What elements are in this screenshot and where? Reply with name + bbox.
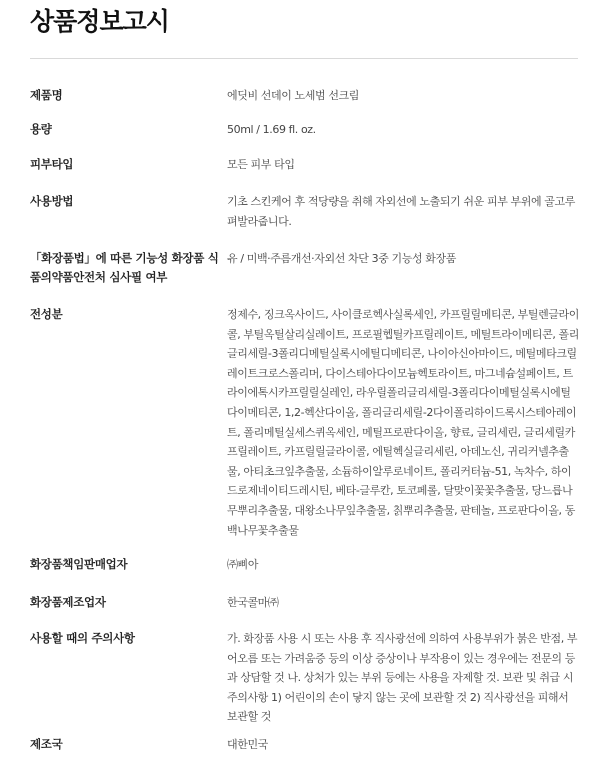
- row-label: 사용할 때의 주의사항: [30, 631, 135, 645]
- row-value: 에딧비 선데이 노세범 선크림: [227, 89, 360, 102]
- row-label: 용량: [30, 122, 52, 136]
- row-label: 제조국: [30, 737, 63, 751]
- row-label: 「화장품법」에 따른 기능성 화장품 식품의약품안전처 심사필 여부: [30, 251, 219, 284]
- row-label: 화장품제조업자: [30, 595, 106, 609]
- row-value: 유 / 미백·주름개선·자외선 차단 3중 기능성 화장품: [227, 252, 456, 265]
- row-value: 정제수, 징크옥사이드, 사이클로헥사실록세인, 카프릴릴메티콘, 부틸렌글라이콜, 부틸옥틸살리실레이트, 프로필헵틸카프릴레이트, 메틸트라이메티콘, 폴리글리세릴-3폴리디메틸실록시에틸디메티콘, 나이아신아마이드, 메틸메타크릴레이트크로스폴리머, 다이스테아다이모늄헥토라이트, 마그네슘설페이트, 트라이에톡시카프릴릴실레인, 라우릴폴리글리세릴-3폴리다이메틸실록시에틸다이메티콘, 1,2-헥산다이올, 폴리글리세릴-2다이폴리하이드록시스테아레이트, 폴리메틸실세스퀴옥세인, 메틸프로판다이올, 향료, 글리세린, 글리세릴카프릴레이트, 카프릴릴글라이콜, 에틸헥실글리세린, 아데노신, 귀리커넬추출물, 아티초크잎추출물, 소듐하이알루로네이트, 폴리커터늄-51, 녹차수, 하이드로제네이티드레시틴, 베타-글루칸, 토코페롤, 달맞이꽃꽃추출물, 당느릅나무뿌리추출물, 대왕소나무잎추출물, 칡뿌리추출물, 판테놀, 프로판다이올, 동백나무꽃추출물: [227, 308, 580, 537]
- row-label: 사용방법: [30, 194, 74, 208]
- row-value: 50ml / 1.69 fl. oz.: [227, 123, 316, 136]
- row-value: 기초 스킨케어 후 적당량을 취해 자외선에 노출되기 쉬운 피부 부위에 골고루 펴발라줍니다.: [227, 195, 575, 228]
- row-value: ㈜삐아: [227, 558, 259, 571]
- row-value: 모든 피부 타입: [227, 158, 295, 171]
- row-value: 대한민국: [227, 738, 268, 751]
- row-label: 제품명: [30, 88, 63, 102]
- row-label: 피부타입: [30, 157, 74, 171]
- row-value: 한국콜마㈜: [227, 596, 279, 609]
- page-title: 상품정보고시: [30, 7, 169, 36]
- row-label: 화장품책임판매업자: [30, 557, 128, 571]
- row-label: 전성분: [30, 307, 63, 321]
- row-value: 가. 화장품 사용 시 또는 사용 후 직사광선에 의하여 사용부위가 붉은 반점, 부어오름 또는 가려움증 등의 이상 증상이나 부작용이 있는 경우에는 전문의 등과 상담할 것 나. 상처가 있는 부위 등에는 사용을 자제할 것. 보관 및 취급 시 주의사항 1) 어린이의 손이 닿지 않는 곳에 보관할 것 2) 직사광선을 피해서 보관할 것: [227, 632, 578, 724]
- title-divider: [30, 58, 578, 59]
